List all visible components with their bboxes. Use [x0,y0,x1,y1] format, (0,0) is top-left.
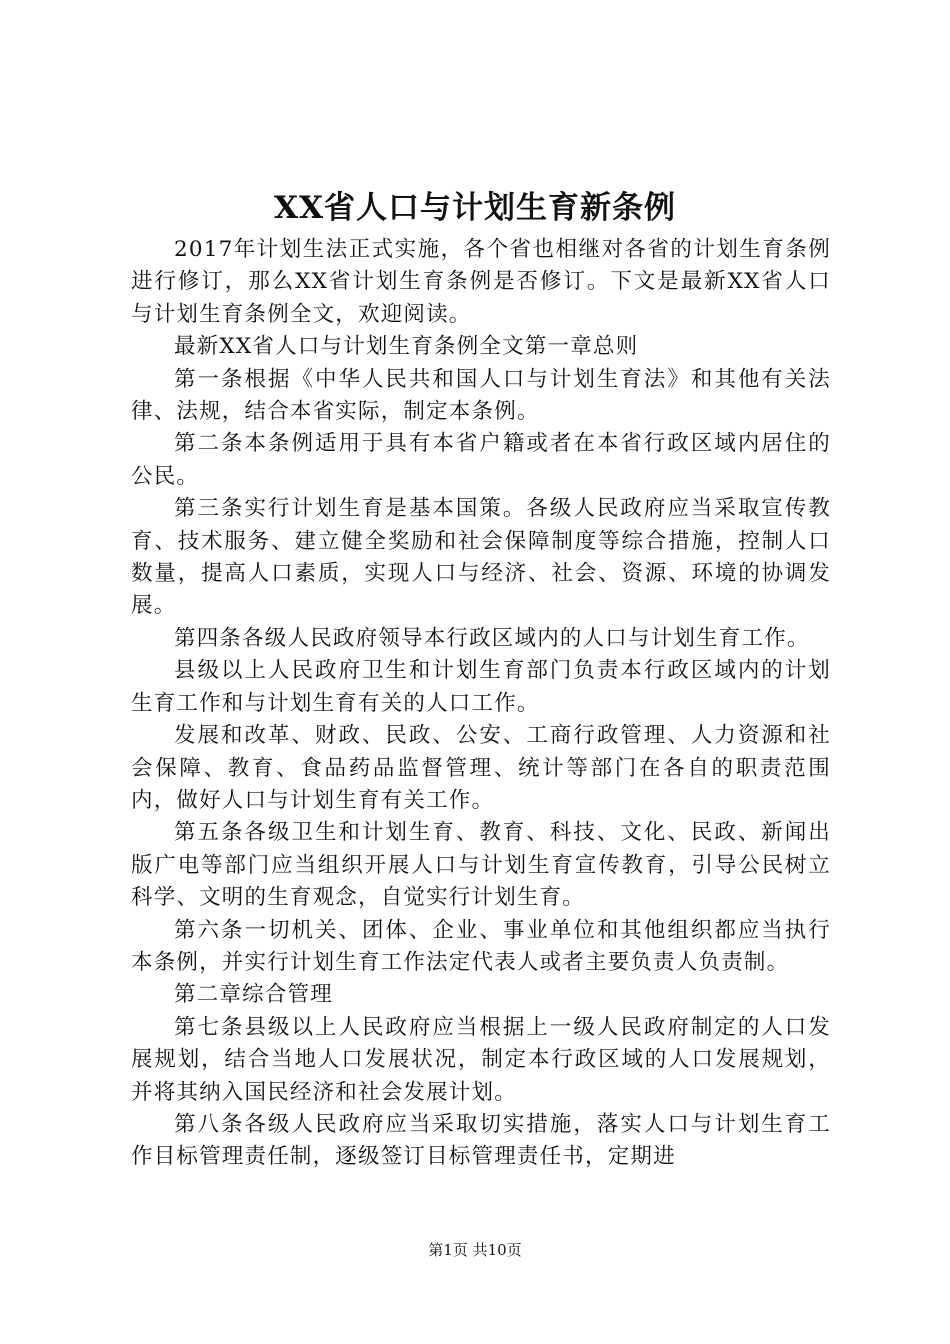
paragraph-article-1: 第一条根据《中华人民共和国人口与计划生育法》和其他有关法律、法规，结合本省实际，制定本条例。 [131,366,831,425]
paragraph-article-3: 第三条实行计划生育是基本国策。各级人民政府应当采取宣传教育、技术服务、建立健全奖励和社会保障制度等综合措施，控制人口数量，提高人口素质，实现人口与经济、社会、资源、环境的协调发展。 [131,496,831,619]
paragraph-article-2: 第二条本条例适用于具有本省户籍或者在本省行政区域内居住的公民。 [131,431,831,489]
paragraph-chapter-1-heading: 最新XX省人口与计划生育条例全文第一章总则 [174,334,639,360]
paragraph-article-5: 第五条各级卫生和计划生育、教育、科技、文化、民政、新闻出版广电等部门应当组织开展人口与计划生育宣传教育，引导公民树立科学、文明的生育观念，自觉实行计划生育。 [131,820,831,911]
paragraph-article-4: 第四条各级人民政府领导本行政区域内的人口与计划生育工作。 [174,625,810,651]
paragraph-intro: 2017年计划生法正式实施，各个省也相继对各省的计划生育条例进行修订，那么XX省计划生育条例是否修订。下文是最新XX省人口与计划生育条例全文，欢迎阅读。 [131,237,831,327]
paragraph-article-8: 第八条各级人民政府应当采取切实措施，落实人口与计划生育工作目标管理责任制，逐级签订目标管理责任书，定期进 [131,1111,831,1170]
document-title: XX省人口与计划生育新条例 [273,190,677,226]
paragraph-article-6: 第六条一切机关、团体、企业、事业单位和其他组织都应当执行本条例，并实行计划生育工作法定代表人或者主要负责人负责制。 [131,917,831,975]
document-body [131,234,831,1174]
paragraph-article-4-clause-3: 发展和改革、财政、民政、公安、工商行政管理、人力资源和社会保障、教育、食品药品监督管理、统计等部门在各自的职责范围内，做好人口与计划生育有关工作。 [131,723,831,813]
paragraph-article-4-clause-2: 县级以上人民政府卫生和计划生育部门负责本行政区域内的计划生育工作和与计划生育有关的人口工作。 [131,658,831,716]
paragraph-chapter-2-heading: 第二章综合管理 [174,982,333,1008]
page-footer: 第1页 共10页 [428,1241,522,1259]
paragraph-article-7: 第七条县级以上人民政府应当根据上一级人民政府制定的人口发展规划，结合当地人口发展状况，制定本行政区域的人口发展规划，并将其纳入国民经济和社会发展计划。 [131,1014,831,1105]
